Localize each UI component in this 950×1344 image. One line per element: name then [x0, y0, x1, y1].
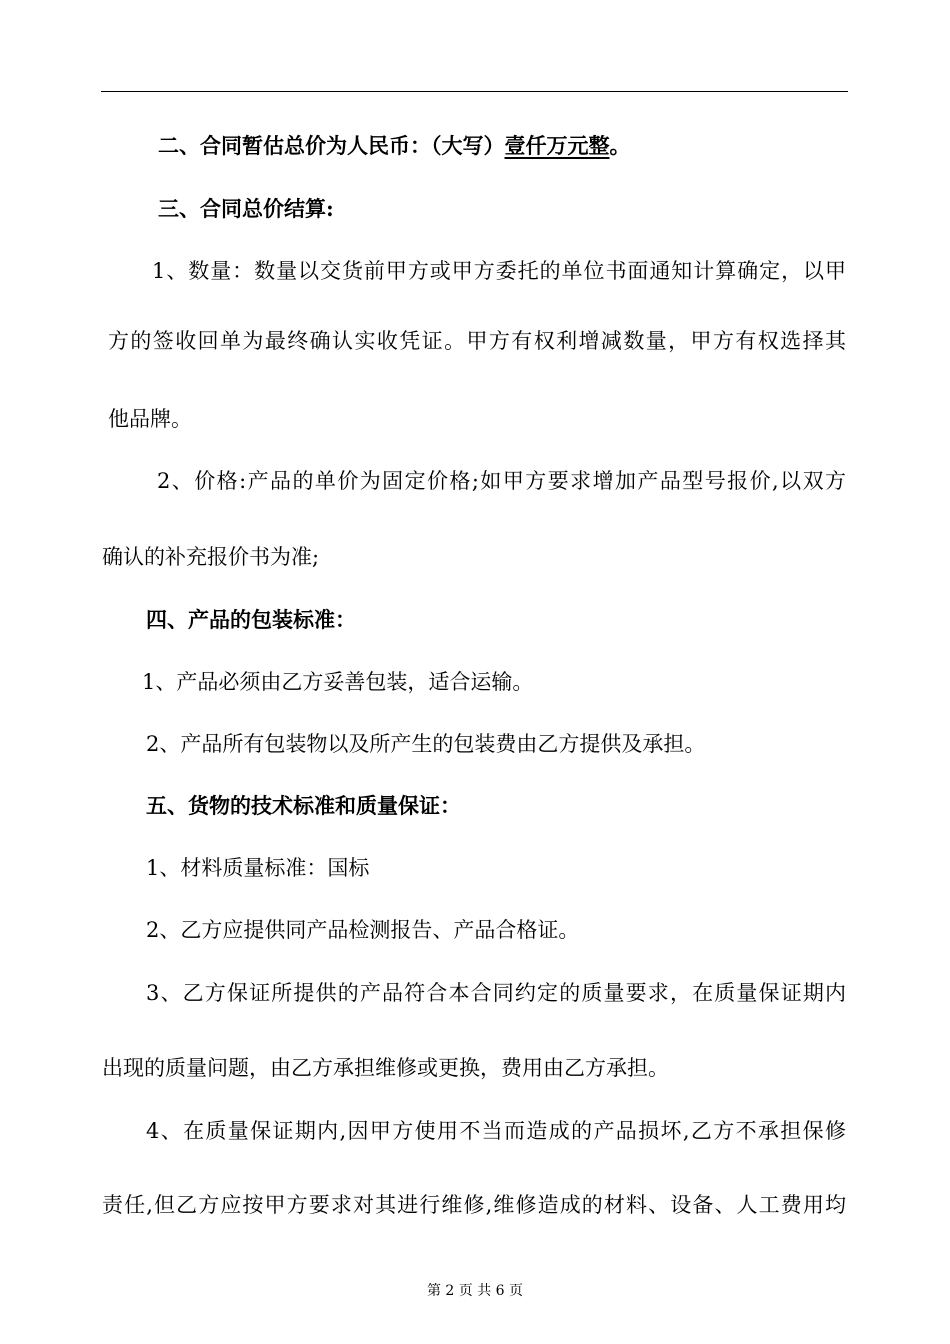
- section-5-item-2: 2、乙方应提供同产品检测报告、产品合格证。: [146, 918, 580, 942]
- section-5-item-3-line-2: 出现的质量问题，由乙方承担维修或更换，费用由乙方承担。: [102, 1056, 669, 1080]
- page-number-footer: 第 2 页 共 6 页: [426, 1283, 524, 1299]
- section-5-item-1: 1、材料质量标准：国标: [146, 856, 370, 880]
- section-3-heading: 三、合同总价结算:: [158, 196, 334, 221]
- section-5-item-4-line-1: 4、在质量保证期内,因甲方使用不当而造成的产品损坏,乙方不承担保修: [146, 1119, 846, 1143]
- section-5-item-4-line-2: 责任,但乙方应按甲方要求对其进行维修,维修造成的材料、设备、人工费用均: [102, 1193, 846, 1217]
- section-3-item-1-line-2: 方的签收回单为最终确认实收凭证。甲方有权利增减数量，甲方有权选择其: [108, 329, 846, 353]
- section-3-item-1-line-1: 1、数量：数量以交货前甲方或甲方委托的单位书面通知计算确定，以甲: [152, 259, 846, 283]
- section-5-item-3-line-1: 3、乙方保证所提供的产品符合本合同约定的质量要求，在质量保证期内: [146, 981, 846, 1005]
- section-4-item-1: 1、产品必须由乙方妥善包装，适合运输。: [142, 670, 534, 694]
- section-2-tail: 。: [609, 133, 631, 158]
- section-4-item-2: 2、产品所有包装物以及所产生的包装费由乙方提供及承担。: [146, 732, 706, 756]
- contract-amount: 壹仟万元整: [504, 133, 610, 158]
- section-5-heading: 五、货物的技术标准和质量保证：: [146, 793, 461, 818]
- section-3-item-2-line-2: 确认的补充报价书为准;: [102, 545, 320, 569]
- section-2-heading: [158, 129, 631, 163]
- section-3-item-1-line-3: 他品牌。: [108, 407, 192, 431]
- section-3-item-2-line-1: 2、价格:产品的单价为固定价格;如甲方要求增加产品型号报价,以双方: [157, 469, 846, 493]
- section-2-heading-text: 二、合同暂估总价为人民币：（大写）: [158, 133, 505, 158]
- header-rule: [101, 91, 848, 92]
- section-4-heading: 四、产品的包装标准：: [146, 607, 356, 632]
